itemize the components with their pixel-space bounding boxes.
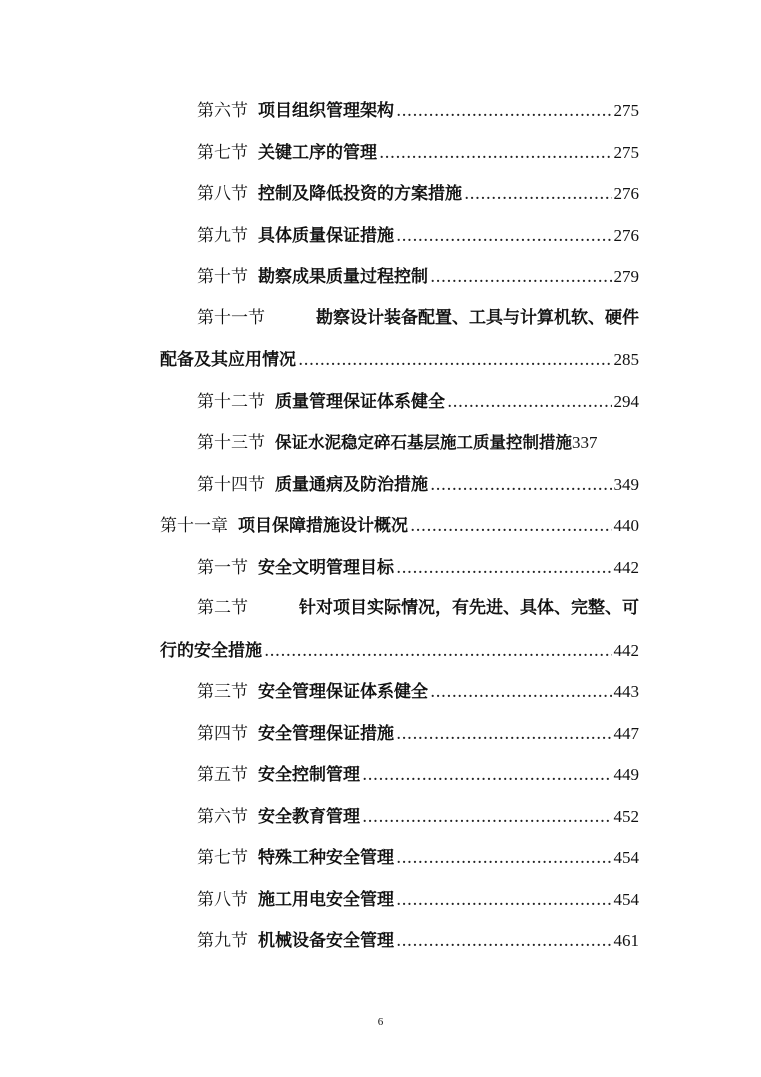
toc-section-number: 第十四节: [197, 474, 265, 495]
toc-entry[interactable]: [0, 920, 761, 962]
dot-leader: [410, 506, 612, 547]
toc-section-number: 第六节: [197, 101, 248, 121]
dot-leader: [298, 340, 612, 381]
toc-page-number: 275: [613, 142, 639, 162]
toc-section-number: 第九节: [197, 225, 248, 246]
toc-section-title: 具体质量保证措施: [258, 225, 394, 246]
toc-page-number: 337: [572, 433, 598, 452]
dot-leader: [396, 91, 612, 132]
toc-chapter-number: 第十一章: [160, 516, 228, 536]
toc-page-number: 349: [613, 474, 639, 494]
toc-page-number: 443: [613, 682, 639, 701]
toc-section-number: 第九节: [197, 931, 248, 951]
toc-section-number: 第五节: [197, 765, 248, 785]
dot-leader: [396, 548, 612, 589]
toc-section-title: 机械设备安全管理: [258, 931, 394, 951]
dot-leader: [396, 216, 612, 257]
toc-page-number: 454: [613, 889, 639, 909]
toc-section-number: 第十一节: [197, 307, 265, 328]
toc-chapter-title: 项目保障措施设计概况: [238, 516, 408, 536]
toc-section-number: 第十节: [197, 267, 248, 287]
toc-entry[interactable]: [0, 879, 761, 921]
dot-leader: [362, 797, 612, 838]
dot-leader: [362, 755, 612, 796]
dot-leader: [264, 631, 612, 672]
toc-section-title-continued: 行的安全措施: [160, 640, 262, 661]
toc-section-number: 第四节: [197, 723, 248, 744]
toc-section-title: 质量管理保证体系健全: [275, 391, 445, 412]
toc-entry[interactable]: [0, 464, 761, 506]
dot-leader: [464, 174, 612, 215]
toc-page-number: 276: [613, 225, 639, 245]
toc-page-number: 279: [613, 267, 639, 286]
toc-section-title: 质量通病及防治措施: [275, 474, 428, 495]
toc-page-number: 452: [613, 806, 639, 826]
toc-page-number: 461: [613, 931, 639, 950]
toc-entry[interactable]: [0, 547, 761, 589]
toc-section-number: 第七节: [197, 142, 248, 163]
toc-page-number: 447: [613, 723, 639, 743]
toc-section-title: 勘察设计装备配置、工具与计算机软、硬件: [316, 307, 639, 328]
toc-section-title: 安全控制管理: [258, 765, 360, 785]
toc-section-title-continued: 配备及其应用情况: [160, 350, 296, 370]
toc-entry[interactable]: [0, 837, 761, 879]
dot-leader: [430, 257, 612, 298]
dot-leader: [396, 714, 612, 755]
toc-entry[interactable]: [0, 422, 761, 464]
dot-leader: [430, 672, 612, 713]
toc-page-number: 294: [613, 391, 639, 411]
toc-section-title: 保证水泥稳定碎石基层施工质量控制措施: [275, 433, 572, 452]
toc-section-number: 第二节: [197, 598, 248, 618]
toc-entry[interactable]: [0, 132, 761, 174]
toc-entry[interactable]: [0, 90, 761, 132]
toc-entry[interactable]: [0, 671, 761, 713]
toc-page-number: 285: [613, 350, 639, 369]
toc-entry[interactable]: [0, 173, 761, 215]
toc-page-number: 275: [613, 101, 639, 120]
toc-section-number: 第一节: [197, 557, 248, 578]
toc-section-title: 施工用电安全管理: [258, 889, 394, 910]
dot-leader: [396, 921, 612, 962]
table-of-contents: [0, 90, 761, 962]
toc-section-title: 安全教育管理: [258, 806, 360, 827]
toc-section-number: 第十二节: [197, 391, 265, 412]
toc-page-number: 440: [613, 516, 639, 535]
dot-leader: [396, 838, 612, 879]
dot-leader: [379, 133, 612, 174]
toc-section-number: 第七节: [197, 848, 248, 868]
toc-entry[interactable]: [0, 713, 761, 755]
toc-page-number: 442: [613, 640, 639, 660]
toc-section-title: 安全文明管理目标: [258, 557, 394, 578]
toc-section-title: 针对项目实际情况，有先进、具体、完整、可: [299, 598, 639, 618]
toc-entry[interactable]: [0, 256, 761, 298]
toc-section-number: 第十三节: [197, 433, 265, 453]
toc-page-number: 454: [613, 848, 639, 867]
toc-section-title: 特殊工种安全管理: [258, 848, 394, 868]
toc-section-number: 第八节: [197, 184, 248, 204]
toc-section-title: 安全管理保证体系健全: [258, 682, 428, 702]
dot-leader: [396, 880, 612, 921]
dot-leader: [447, 382, 612, 423]
toc-entry[interactable]: [0, 381, 761, 423]
toc-page-number: 449: [613, 765, 639, 784]
toc-page-number: 276: [613, 184, 639, 203]
toc-section-number: 第三节: [197, 682, 248, 702]
toc-chapter-entry[interactable]: [0, 505, 761, 547]
toc-entry[interactable]: [0, 298, 761, 381]
toc-section-number: 第八节: [197, 889, 248, 910]
toc-section-title: 关键工序的管理: [258, 142, 377, 163]
dot-leader: [430, 465, 612, 506]
page-footer-number: 6: [377, 1016, 384, 1028]
toc-section-title: 控制及降低投资的方案措施: [258, 184, 462, 204]
toc-entry[interactable]: [0, 588, 761, 671]
toc-section-title: 勘察成果质量过程控制: [258, 267, 428, 287]
toc-page-number: 442: [613, 557, 639, 577]
toc-section-title: 安全管理保证措施: [258, 723, 394, 744]
toc-entry[interactable]: [0, 215, 761, 257]
toc-entry[interactable]: [0, 754, 761, 796]
toc-section-number: 第六节: [197, 806, 248, 827]
toc-entry[interactable]: [0, 796, 761, 838]
toc-section-title: 项目组织管理架构: [258, 101, 394, 121]
